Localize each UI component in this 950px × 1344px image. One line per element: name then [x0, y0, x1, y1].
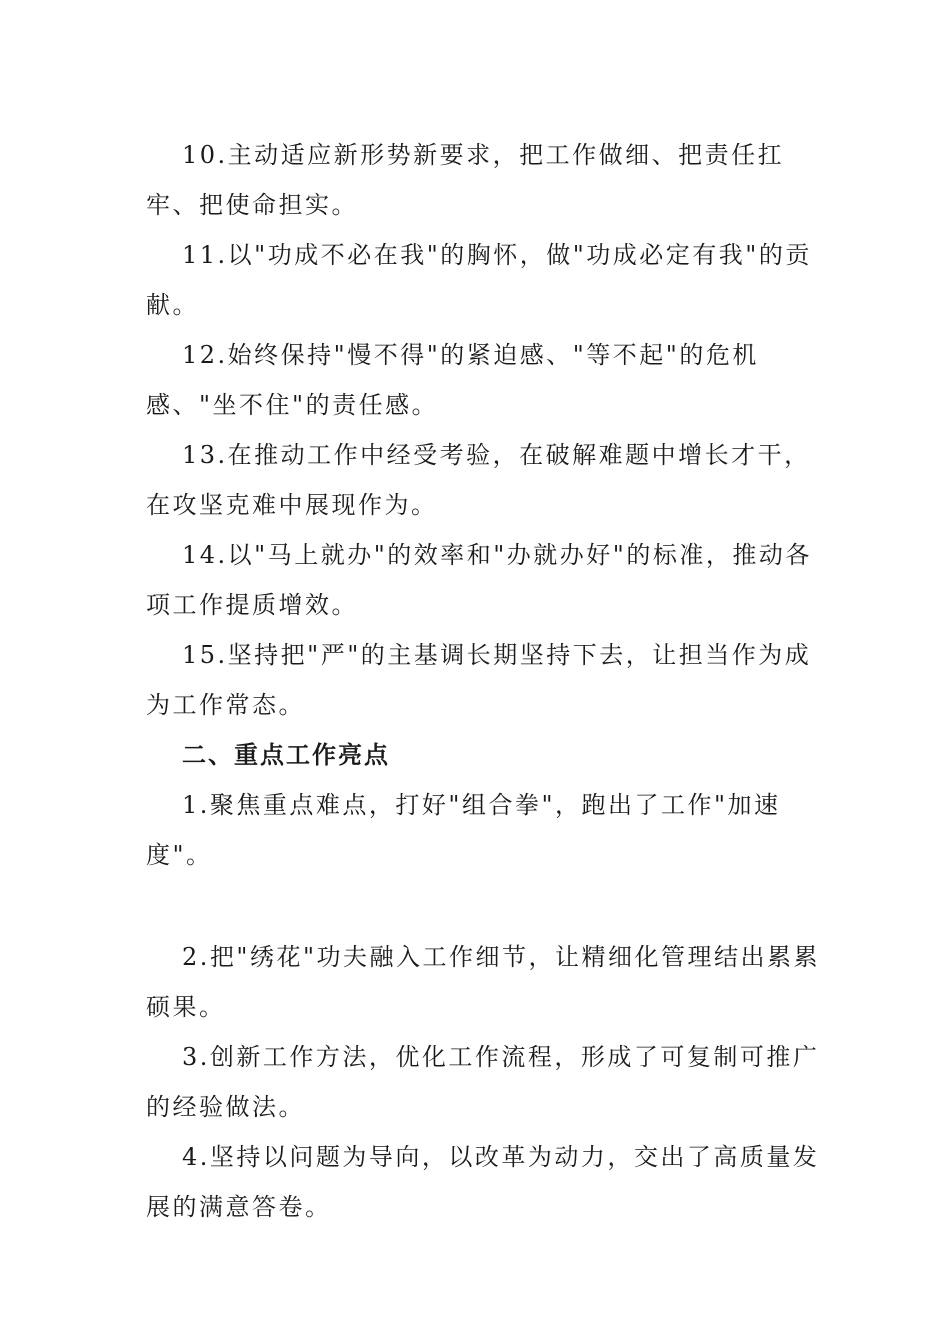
item-text: 在推动工作中经受考验，在破解难题中增长才干，在攻坚克难中展现作为。 — [146, 441, 811, 519]
item-text: 聚焦重点难点，打好"组合拳"，跑出了工作"加速度"。 — [146, 791, 781, 869]
item-number: 12. — [182, 341, 228, 369]
item-number: 3. — [182, 1043, 210, 1071]
list-item — [146, 932, 826, 1032]
list-item — [146, 780, 826, 880]
list-item — [146, 1132, 826, 1232]
item-text: 以"马上就办"的效率和"办就办好"的标准，推动各项工作提质增效。 — [146, 541, 812, 619]
item-number: 14. — [182, 541, 228, 569]
item-text: 始终保持"慢不得"的紧迫感、"等不起"的危机感、"坐不住"的责任感。 — [146, 341, 759, 419]
item-text: 把"绣花"功夫融入工作细节，让精细化管理结出累累硕果。 — [146, 943, 820, 1021]
list-item — [146, 330, 826, 430]
item-number: 2. — [182, 943, 210, 971]
document-body — [146, 130, 826, 1232]
item-number: 15. — [182, 641, 228, 669]
item-number: 4. — [182, 1143, 210, 1171]
item-text: 坚持把"严"的主基调长期坚持下去，让担当作为成为工作常态。 — [146, 641, 812, 719]
list-item — [146, 430, 826, 530]
list-item — [146, 130, 826, 230]
item-number: 1. — [182, 791, 210, 819]
item-number: 13. — [182, 441, 228, 469]
list-item — [146, 630, 826, 730]
item-number: 11. — [182, 241, 228, 269]
item-text: 以"功成不必在我"的胸怀，做"功成必定有我"的贡献。 — [146, 241, 812, 319]
item-text: 主动适应新形势新要求，把工作做细、把责任扛牢、把使命担实。 — [146, 141, 785, 219]
item-text: 创新工作方法，优化工作流程，形成了可复制可推广的经验做法。 — [146, 1043, 820, 1121]
list-item — [146, 230, 826, 330]
item-number: 10. — [182, 141, 228, 169]
section-heading: 二、重点工作亮点 — [182, 741, 390, 769]
blank-line — [146, 880, 826, 932]
item-text: 坚持以问题为导向，以改革为动力，交出了高质量发展的满意答卷。 — [146, 1143, 820, 1221]
list-item — [146, 1032, 826, 1132]
list-item — [146, 530, 826, 630]
